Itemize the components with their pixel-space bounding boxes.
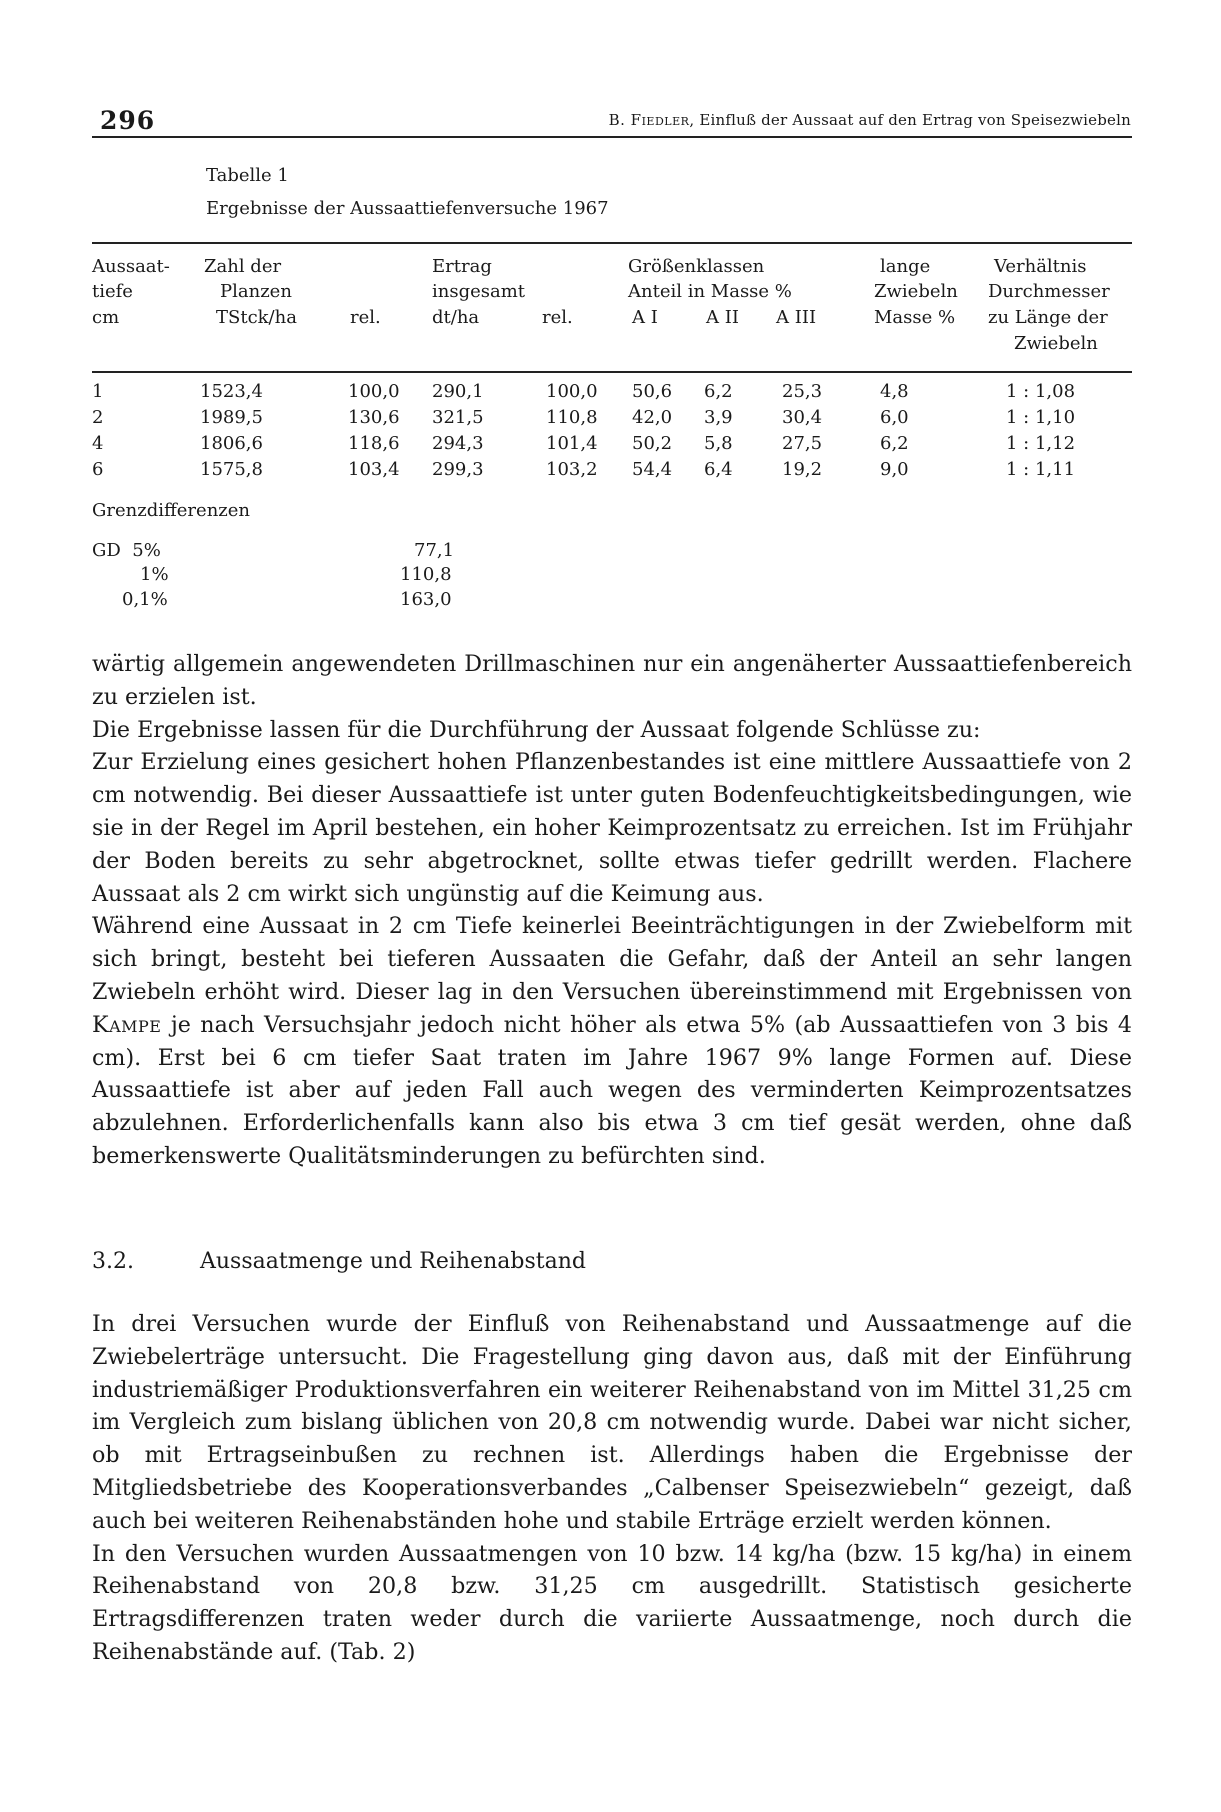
header-ratio-4: Zwiebeln bbox=[1014, 333, 1098, 354]
header-yield-2: insgesamt bbox=[432, 281, 526, 302]
gd-level: 0,1% bbox=[122, 589, 168, 610]
cell-long: 9,0 bbox=[880, 459, 909, 480]
cell-yield: 294,3 bbox=[432, 433, 484, 454]
cell-plants: 1523,4 bbox=[200, 381, 263, 402]
section-title: Aussaatmenge und Reihenabstand bbox=[200, 1249, 586, 1274]
header-ratio-2: Durchmesser bbox=[988, 281, 1110, 302]
header-yield-1: Ertrag bbox=[432, 256, 492, 277]
cell-yield-rel: 103,2 bbox=[546, 459, 598, 480]
cell-ai: 50,2 bbox=[632, 433, 673, 454]
cell-depth: 2 bbox=[92, 407, 104, 428]
cell-yield-rel: 100,0 bbox=[546, 381, 598, 402]
header-depth-2: tiefe bbox=[92, 281, 133, 302]
section-heading bbox=[92, 1249, 586, 1274]
header-long-3: Masse % bbox=[874, 307, 956, 328]
paragraph: Zur Erzielung eines gesichert hohen Pflanzenbestandes ist eine mittlere Aussaattiefe von 2 cm notwendig. Bei dieser Aussaattiefe ist unter guten Bodenfeuchtigkeitsbedingungen, wie sie in der Regel im April bestehen, ein hoher Keimprozentsatz zu erreichen. Ist im Frühjahr der Boden bereits zu sehr abgetrocknet, sollte etwas tiefer gedrillt werden. Flachere Aussaat als 2 cm wirkt sich ungünstig auf die Keimung aus. bbox=[92, 749, 1132, 907]
cell-yield: 321,5 bbox=[432, 407, 484, 428]
cell-ratio: 1 : 1,08 bbox=[1006, 381, 1076, 402]
header-yield-rel: rel. bbox=[542, 307, 573, 328]
cell-long: 4,8 bbox=[880, 381, 909, 402]
cell-ai: 50,6 bbox=[632, 381, 673, 402]
gd-value: 110,8 bbox=[400, 564, 452, 585]
author-name: Kampe bbox=[92, 1011, 162, 1038]
section-number: 3.2. bbox=[92, 1249, 134, 1274]
cell-aii: 6,2 bbox=[704, 381, 733, 402]
header-yield-3: dt/ha bbox=[432, 307, 480, 328]
table-top-rule bbox=[92, 242, 1132, 244]
gd-value: 163,0 bbox=[400, 589, 452, 610]
cell-plants: 1806,6 bbox=[200, 433, 263, 454]
cell-plants-rel: 103,4 bbox=[348, 459, 400, 480]
cell-yield-rel: 101,4 bbox=[546, 433, 598, 454]
cell-depth: 6 bbox=[92, 459, 104, 480]
header-aii: A II bbox=[706, 307, 739, 328]
cell-aiii: 19,2 bbox=[782, 459, 823, 480]
paragraph: Während eine Aussaat in 2 cm Tiefe keinerlei Beeinträchtigungen in der Zwiebelform mit sich bringt, besteht bei tieferen Aussaaten die Gefahr, daß der Anteil an sehr langen Zwiebeln erhöht wird. Dieser lag in den Versuchen übereinstimmend mit Ergebnissen von Kampe je nach Versuchsjahr jedoch nicht höher als etwa 5% (ab Aussaattiefen von 3 bis 4 cm). Erst bei 6 cm tiefer Saat traten im Jahre 1967 9% lange Formen auf. Diese Aussaattiefe ist aber auf jeden Fall auch wegen des verminderten Keimprozentsatzes abzulehnen. Erforderlichenfalls kann also bis etwa 3 cm tief gesät werden, ohne daß bemerkenswerte Qualitätsminderungen zu befürchten sind. bbox=[92, 913, 1132, 1169]
page-number: 296 bbox=[100, 106, 156, 135]
cell-depth: 4 bbox=[92, 433, 104, 454]
header-plants-1: Zahl der bbox=[204, 256, 282, 277]
header-plants-2: Planzen bbox=[220, 281, 292, 302]
header-depth-1: Aussaat- bbox=[92, 256, 170, 277]
header-plants-3: TStck/ha bbox=[216, 307, 297, 328]
header-size-1: Größenklassen bbox=[628, 256, 765, 277]
header-long-2: Zwiebeln bbox=[874, 281, 958, 302]
header-ai: A I bbox=[632, 307, 658, 328]
table-caption-label: Tabelle 1 bbox=[206, 165, 289, 186]
header-aiii: A III bbox=[776, 307, 817, 328]
cell-aii: 3,9 bbox=[704, 407, 733, 428]
paragraph: wärtig allgemein angewendeten Drillmaschinen nur ein angenäherter Aussaattiefenbereich zu erzielen ist. bbox=[92, 651, 1132, 710]
header-ratio-1: Verhältnis bbox=[994, 256, 1087, 277]
cell-yield: 299,3 bbox=[432, 459, 484, 480]
running-head-title: , Einfluß der Aussaat auf den Ertrag von Speisezwiebeln bbox=[689, 111, 1131, 129]
cell-ai: 42,0 bbox=[632, 407, 673, 428]
gd-level: GD 5% bbox=[92, 540, 161, 561]
gd-level: 1% bbox=[140, 564, 169, 585]
body-text-block-2 bbox=[92, 1308, 1132, 1669]
cell-ratio: 1 : 1,10 bbox=[1006, 407, 1076, 428]
paragraph: In drei Versuchen wurde der Einfluß von Reihenabstand und Aussaatmenge auf die Zwiebelerträge untersucht. Die Fragestellung ging davon aus, daß mit der Einführung industriemäßiger Produktionsverfahren ein weiterer Reihenabstand von im Mittel 31,25 cm im Vergleich zum bislang üblichen von 20,8 cm notwendig wurde. Dabei war nicht sicher, ob mit Ertragseinbußen zu rechnen ist. Allerdings haben die Ergebnisse der Mitgliedsbetriebe des Kooperationsverbandes „Calbenser Speisezwiebeln“ gezeigt, daß auch bei weiteren Reihenabständen hohe und stabile Erträge erzielt werden können. bbox=[92, 1311, 1132, 1534]
cell-ai: 54,4 bbox=[632, 459, 673, 480]
table-caption-title: Ergebnisse der Aussaattiefenversuche 1967 bbox=[206, 198, 609, 219]
cell-yield-rel: 110,8 bbox=[546, 407, 598, 428]
gd-value: 77,1 bbox=[414, 540, 455, 561]
running-head bbox=[609, 111, 1131, 129]
header-rule bbox=[92, 136, 1132, 138]
cell-plants: 1989,5 bbox=[200, 407, 263, 428]
cell-aiii: 25,3 bbox=[782, 381, 823, 402]
gd-heading: Grenzdifferenzen bbox=[92, 500, 251, 521]
cell-long: 6,2 bbox=[880, 433, 909, 454]
running-head-author: B. Fiedler bbox=[608, 111, 690, 129]
cell-plants-rel: 118,6 bbox=[348, 433, 400, 454]
cell-aii: 5,8 bbox=[704, 433, 733, 454]
cell-depth: 1 bbox=[92, 381, 104, 402]
cell-yield: 290,1 bbox=[432, 381, 484, 402]
header-depth-3: cm bbox=[92, 307, 120, 328]
cell-ratio: 1 : 1,11 bbox=[1006, 459, 1076, 480]
paragraph: In den Versuchen wurden Aussaatmengen von 10 bzw. 14 kg/ha (bzw. 15 kg/ha) in einem Reihenabstand von 20,8 bzw. 31,25 cm ausgedrillt. Statistisch gesicherte Ertragsdifferenzen traten weder durch die variierte Aussaatmenge, noch durch die Reihenabstände auf. (Tab. 2) bbox=[92, 1540, 1132, 1665]
cell-aiii: 27,5 bbox=[782, 433, 823, 454]
cell-plants-rel: 130,6 bbox=[348, 407, 400, 428]
body-text-block-1 bbox=[92, 648, 1132, 1173]
cell-aiii: 30,4 bbox=[782, 407, 823, 428]
header-plants-rel: rel. bbox=[350, 307, 381, 328]
header-long-1: lange bbox=[880, 256, 931, 277]
paragraph: Die Ergebnisse lassen für die Durchführung der Aussaat folgende Schlüsse zu: bbox=[92, 716, 981, 743]
table-header-rule bbox=[92, 371, 1132, 373]
cell-ratio: 1 : 1,12 bbox=[1006, 433, 1076, 454]
cell-plants-rel: 100,0 bbox=[348, 381, 400, 402]
header-ratio-3: zu Länge der bbox=[988, 307, 1108, 328]
cell-plants: 1575,8 bbox=[200, 459, 263, 480]
header-size-2: Anteil in Masse % bbox=[628, 281, 792, 302]
cell-aii: 6,4 bbox=[704, 459, 733, 480]
cell-long: 6,0 bbox=[880, 407, 909, 428]
